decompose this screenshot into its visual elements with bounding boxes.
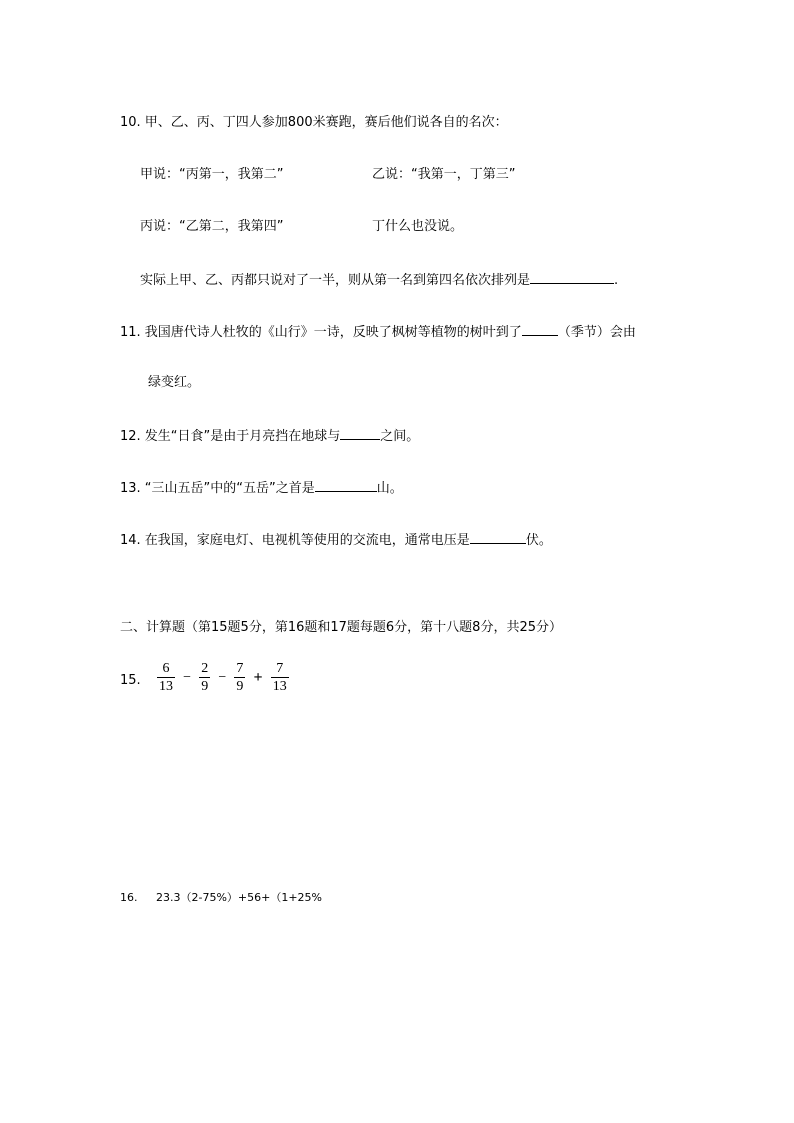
q12-text-after: 之间。	[380, 429, 420, 444]
q13	[120, 479, 403, 497]
q10-ding-statement: 丁什么也没说。	[372, 219, 464, 234]
q13-text-after: 山。	[376, 481, 403, 496]
q10-yi-statement: 乙说：“我第一，丁第三”	[372, 167, 516, 182]
q14-text-before: 14. 在我国，家庭电灯、电视机等使用的交流电，通常电压是	[120, 533, 470, 548]
q10-answer-blank[interactable]	[530, 271, 614, 284]
q15-label: 15.	[120, 673, 141, 688]
q10-jia-statement: 甲说：“丙第一，我第二”	[140, 167, 284, 182]
q15-denominator: 9	[236, 679, 244, 694]
q15-numerator: 2	[201, 661, 209, 676]
q10-intro: 10. 甲、乙、丙、丁四人参加800米赛跑，赛后他们说各自的名次：	[120, 115, 508, 130]
plus-operator: +	[253, 668, 263, 686]
q15-fraction	[271, 660, 289, 695]
q13-answer-blank[interactable]	[315, 479, 377, 492]
q12	[120, 427, 419, 445]
q15-denominator: 13	[272, 679, 287, 694]
q11-text-before: 11. 我国唐代诗人杜牧的《山行》一诗，反映了枫树等植物的树叶到了	[120, 325, 522, 340]
q15-numerator: 7	[236, 661, 244, 676]
q12-answer-blank[interactable]	[340, 427, 380, 440]
q11-line2: 绿变红。	[148, 375, 201, 390]
q15-fraction	[199, 660, 210, 695]
q14-answer-blank[interactable]	[470, 531, 526, 544]
q11-answer-blank[interactable]	[522, 323, 558, 336]
q15-denominator: 13	[159, 679, 173, 694]
q12-text-before: 12. 发生“日食”是由于月亮挡在地球与	[120, 429, 341, 444]
minus-operator: −	[183, 669, 192, 685]
q16-expression: 23.3（2-75%）+56+（1+25%	[156, 891, 323, 904]
q15-fraction	[157, 660, 175, 695]
q15-fraction	[234, 660, 245, 695]
q15-numerator: 6	[157, 660, 175, 678]
q11-text-after: （季节）会由	[557, 325, 636, 340]
q15-expression	[156, 660, 290, 695]
q10-bing-statement: 丙说：“乙第二，我第四”	[140, 219, 284, 234]
q13-text-before: 13. “三山五岳”中的“五岳”之首是	[120, 481, 315, 496]
section2-heading: 二、计算题（第15题5分，第16题和17题每题6分，第十八题8分，共25分）	[120, 620, 562, 635]
q10-conclusion-end: .	[614, 273, 619, 288]
q14	[120, 531, 552, 549]
q14-text-after: 伏。	[525, 533, 552, 548]
q10-conclusion	[140, 271, 618, 289]
q15-numerator: 7	[271, 660, 289, 678]
minus-operator: −	[218, 669, 227, 685]
q15-denominator: 9	[201, 679, 209, 694]
q10-conclusion-text: 实际上甲、乙、丙都只说对了一半，则从第一名到第四名依次排列是	[140, 273, 531, 288]
q16-label: 16.	[120, 891, 138, 904]
q11-line1	[120, 323, 636, 341]
